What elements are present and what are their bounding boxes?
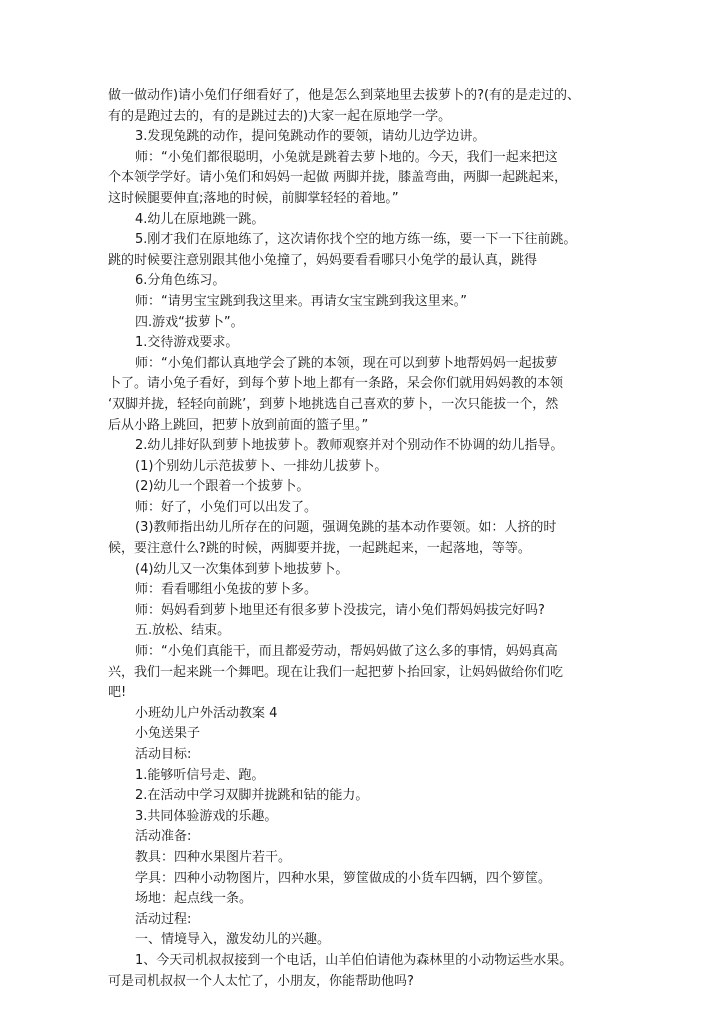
text-line: 场地：起点线一条。 xyxy=(135,891,253,907)
text-line: 四.游戏“拔萝卜”。 xyxy=(135,314,244,330)
text-line: 3.发现兔跳的动作，提问兔跳动作的要领，请幼儿边学边讲。 xyxy=(135,129,486,145)
text-line: (3)教师指出幼儿所存在的问题，强调兔跳的基本动作要领。如：人挤的时 xyxy=(135,520,557,536)
text-line: 1.能够听信号走、跑。 xyxy=(135,767,265,783)
text-line: 师：看看哪组小兔拔的萝卜多。 xyxy=(135,582,318,598)
text-line: (4)幼儿又一次集体到萝卜地拔萝卜。 xyxy=(135,561,349,577)
text-line: 活动目标: xyxy=(135,747,192,762)
text-line: 1.交待游戏要求。 xyxy=(135,335,239,351)
text-line: 3.共同体验游戏的乐趣。 xyxy=(135,808,278,824)
text-line: 师：“小兔们都很聪明，小兔就是跳着去萝卜地的。今天，我们一起来把这 xyxy=(135,149,558,165)
text-line: (1)个别幼儿示范拔萝卜、一排幼儿拔萝卜。 xyxy=(135,458,388,474)
text-line: 兴，我们一起来跳一个舞吧。现在让我们一起把萝卜抬回家，让妈妈做给你们吃 xyxy=(108,664,564,680)
text-line: 做一做动作)请小兔们仔细看好了，他是怎么到菜地里去拔萝卜的?(有的是走过的、 xyxy=(108,88,581,103)
text-line: 这时候腿要伸直;落地的时候，前脚掌轻轻的着地。” xyxy=(108,190,399,206)
text-line: 教具：四种水果图片若干。 xyxy=(135,849,292,865)
text-line: 2.幼儿排好队到萝卜地拔萝卜。教师观察并对个别动作不协调的幼儿指导。 xyxy=(135,438,564,454)
text-line: 小兔送果子 xyxy=(135,726,201,742)
text-line: 五.放松、结束。 xyxy=(135,623,231,639)
text-line: 一、情境导入，激发幼儿的兴趣。 xyxy=(135,932,331,948)
text-line: 5.刚才我们在原地练了，这次请你找个空的地方练一练，要一下一下往前跳。 xyxy=(135,232,577,248)
text-line: 卜了。请小兔子看好，到每个萝卜地上都有一条路，呆会你们就用妈妈教的本领 xyxy=(108,376,564,392)
text-line: 2.在活动中学习双脚并拢跳和钻的能力。 xyxy=(135,788,369,804)
text-line: 个本领学学好。请小兔们和妈妈一起做 两脚并拢，膝盖弯曲，两脚一起跳起来， xyxy=(108,170,568,186)
text-line: ‘双脚并拢，轻轻向前跳’，到萝卜地挑选自己喜欢的萝卜，一次只能拔一个，然 xyxy=(108,396,559,412)
text-line: 跳的时候要注意别跟其他小兔撞了，妈妈要看看哪只小兔学的最认真，跳得 xyxy=(108,252,538,268)
text-line: 活动过程: xyxy=(135,911,192,927)
text-line: 活动准备: xyxy=(135,829,192,845)
text-line: 师：“小兔们真能干，而且都爱劳动，帮妈妈做了这么多的事情，妈妈真高 xyxy=(135,644,558,660)
text-line: 4.幼儿在原地跳一跳。 xyxy=(135,211,265,227)
text-line: 候，要注意什么?跳的时候，两脚要并拢，一起跳起来，一起落地，等等。 xyxy=(108,541,531,557)
text-line: 有的是跑过去的，有的是跳过去的)大家一起在原地学一学。 xyxy=(108,108,452,124)
text-line: 师：“小兔们都认真地学会了跳的本领，现在可以到萝卜地帮妈妈一起拔萝 xyxy=(135,355,558,371)
text-line: 师：妈妈看到萝卜地里还有很多萝卜没拔完，请小兔们帮妈妈拔完好吗? xyxy=(135,602,545,618)
text-line: 学具：四种小动物图片，四种水果，箩筐做成的小货车四辆，四个箩筐。 xyxy=(135,870,552,886)
text-line: 可是司机叔叔一个人太忙了，小朋友，你能帮助他吗? xyxy=(108,973,414,989)
text-line: 6.分角色练习。 xyxy=(135,273,226,289)
text-line: 师：“请男宝宝跳到我这里来。再请女宝宝跳到我这里来。” xyxy=(135,293,467,309)
text-line: 吧! xyxy=(108,685,127,701)
text-line: (2)幼儿一个跟着一个拔萝卜。 xyxy=(135,479,310,495)
text-line: 1、今天司机叔叔接到一个电话，山羊伯伯请他为森林里的小动物运些水果。 xyxy=(135,952,573,968)
text-line: 小班幼儿户外活动教案 4 xyxy=(135,705,278,721)
text-line: 后从小路上跳回，把萝卜放到前面的篮子里。” xyxy=(108,417,369,433)
text-line: 师：好了，小兔们可以出发了。 xyxy=(135,499,318,515)
